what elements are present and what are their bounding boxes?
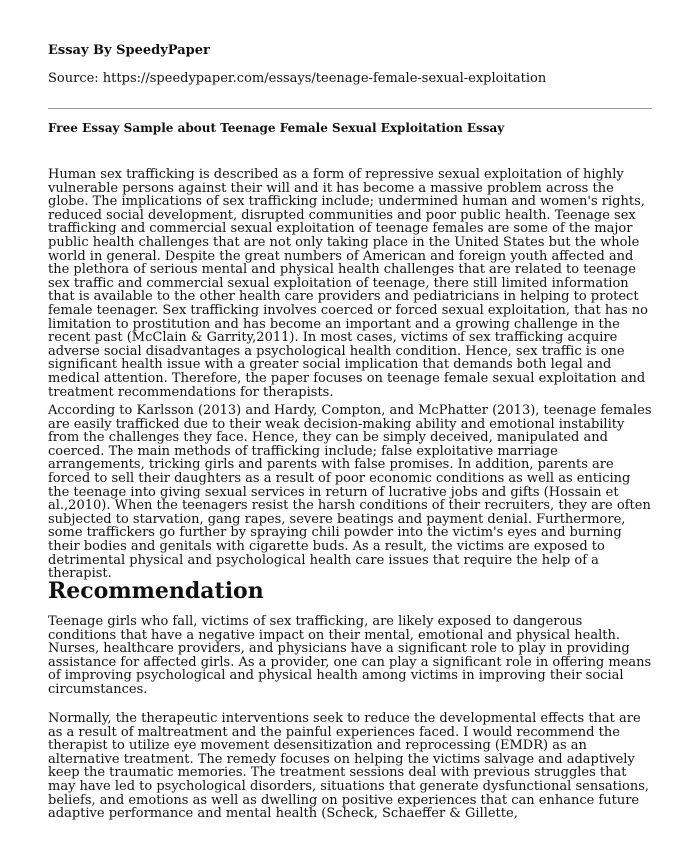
essay-paragraph: Human sex trafficking is described as a form of repressive sexual exploitation of highly vulnerable persons against their will and it has become a massive problem across the globe. The implications of sex trafficking include; undermined human and women's rights, reduced social development, disrupted communities and poor public health. Teenage sex trafficking and commercial sexual exploitation of teenage females are some of the major public health challenges that are not only taking place in the United States but the whole world in general. Despite the great numbers of American and foreign youth affected and the plethora of serious mental and physical health challenges that are related to teenage sex traffic and commercial sexual exploitation of teenage, there still limited information that is available to the other health care providers and pediatricians in helping to protect female teenager. Sex trafficking involves coerced or forced sexual exploitation, that has no limitation to prostitution and has become an important and a growing challenge in the recent past (McClain & Garrity,2011). In most cases, victims of sex trafficking acquire adverse social disadvantages a psychological health condition. Hence, sex traffic is one significant health issue with a greater social implication that demands both legal and medical attention. Therefore, the paper focuses on teenage female sexual exploitation and treatment recommendations for therapists. bbox=[48, 167, 648, 400]
recommendation-paragraph: Teenage girls who fall, victims of sex trafficking, are likely exposed to dangerous conditions that have a negative impact on their mental, emotional and physical health. Nurses, healthcare providers, and physicians have a significant role to play in providing assistance for affected girls. As a provider, one can play a significant role in offering means of improving psychological and physical health among victims in improving their social circumstances. bbox=[48, 614, 652, 697]
recommendation-heading: Recommendation bbox=[48, 578, 264, 604]
essay-paragraph: According to Karlsson (2013) and Hardy, Compton, and McPhatter (2013), teenage females are easily trafficked due to their weak decision-making ability and emotional instability from the challenges they face. Hence, they can be simply deceived, manipulated and coerced. The main methods of trafficking include; false exploitative marriage arrangements, tricking girls and parents with false promises. In addition, parents are forced to sell their daughters as a result of poor economic conditions as well as enticing the teenage into giving sexual services in return of lucrative jobs and gifts (Hossain et al.,2010). When the teenagers resist the harsh conditions of their recruiters, they are often subjected to starvation, gang rapes, severe beatings and payment denial. Furthermore, some traffickers go further by spraying chili powder into the victim's eyes and burning their bodies and genitals with cigarette buds. As a result, the victims are exposed to detrimental physical and psychological health care issues that require the help of a therapist. bbox=[48, 403, 652, 582]
essay-title: Free Essay Sample about Teenage Female Sexual Exploitation Essay bbox=[48, 121, 505, 135]
header-divider bbox=[48, 108, 652, 109]
site-title: Essay By SpeedyPaper bbox=[48, 43, 210, 58]
source-line: Source: https://speedypaper.com/essays/teenage-female-sexual-exploitation bbox=[48, 71, 547, 86]
recommendation-paragraph: Normally, the therapeutic interventions seek to reduce the developmental effects that are as a result of maltreatment and the painful experiences faced. I would recommend the therapist to utilize eye movement desensitization and reprocessing (EMDR) as an alternative treatment. The remedy focuses on helping the victims salvage and adaptively keep the traumatic memories. The treatment sessions deal with previous struggles that may have led to psychological disorders, situations that generate dysfunctional sensations, beliefs, and emotions as well as dwelling on positive experiences that can enhance future adaptive performance and mental health (Scheck, Schaeffer & Gillette, bbox=[48, 711, 649, 822]
